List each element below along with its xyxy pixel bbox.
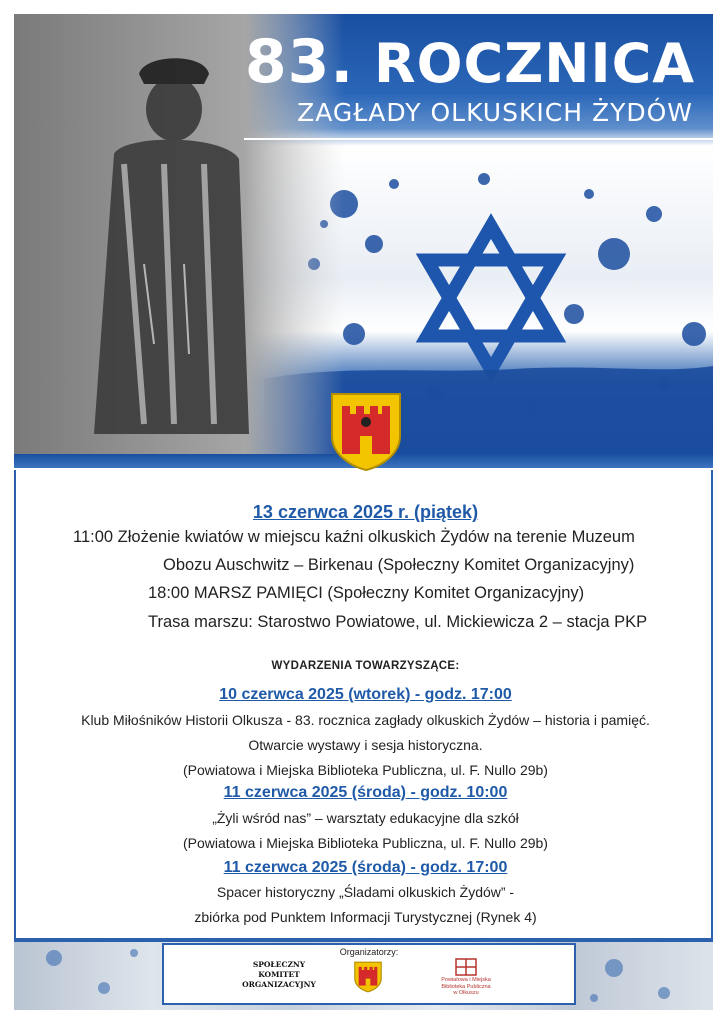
title-underline (244, 138, 713, 140)
library-line-3: w Olkuszu (453, 990, 479, 996)
event-2-date: 11 czerwca 2025 (środa) - godz. 10:00 (223, 784, 508, 801)
committee-line-2: KOMITET (258, 970, 300, 979)
event-2-line-2: (Powiatowa i Miejska Biblioteka Publiczna, ul. F. Nullo 29b) (183, 835, 548, 851)
olkusz-crest-icon (330, 392, 402, 472)
event-3-date: 11 czerwca 2025 (środa) - godz. 17:00 (223, 859, 508, 876)
main-event-line-3: 18:00 MARSZ PAMIĘCI (Społeczny Komitet Organizacyjny) (148, 584, 585, 602)
main-event-line-1: 11:00 Złożenie kwiatów w miejscu kaźni olkuskich Żydów na terenie Muzeum (73, 528, 635, 546)
hero-banner (14, 14, 713, 454)
event-2-line-1: „Żyli wśród nas” – warsztaty edukacyjne dla szkół (212, 810, 519, 826)
event-3-line-1: Spacer historyczny „Śladami olkuskich Żydów” - (216, 884, 515, 900)
title-subtitle: ZAGŁADY OLKUSKICH ŻYDÓW (297, 98, 693, 127)
library-line-1: Powiatowa i Miejska (441, 977, 491, 983)
event-1-line-1: Klub Miłośników Historii Olkusza - 83. rocznica zagłady olkuskich Żydów – historia i pamięć. (81, 712, 650, 728)
event-1-line-2: Otwarcie wystawy i sesja historyczna. (248, 737, 483, 753)
program-section (14, 470, 713, 938)
library-line-2: Biblioteka Publiczna (441, 983, 491, 990)
main-event-date: 13 czerwca 2025 r. (piątek) (252, 502, 479, 522)
main-event-line-2: Obozu Auschwitz – Birkenau (Społeczny Komitet Organizacyjny) (163, 556, 635, 574)
event-3-line-2: zbiórka pod Punktem Informacji Turystycznej (Rynek 4) (194, 909, 537, 925)
main-event-line-4: Trasa marszu: Starostwo Powiatowe, ul. Mickiewicza 2 – stacja PKP (148, 613, 648, 631)
organizers-label: Organizatorzy: (339, 947, 399, 957)
title-anniversary (244, 27, 695, 97)
title-number: 83. (244, 27, 355, 97)
library-name (426, 977, 506, 997)
olkusz-crest-small-icon (354, 961, 382, 993)
event-1-line-3: (Powiatowa i Miejska Biblioteka Publiczna, ul. F. Nullo 29b) (183, 762, 548, 778)
committee-logo (234, 960, 324, 990)
side-events-heading: WYDARZENIA TOWARZYSZĄCE: (271, 660, 460, 672)
committee-line-1: SPOŁECZNY (252, 960, 306, 969)
footer-band (14, 938, 713, 1010)
poster (14, 14, 713, 1010)
committee-line-3: ORGANIZACYJNY (242, 980, 316, 989)
organizers-box (162, 943, 576, 1005)
event-1-date: 10 czerwca 2025 (wtorek) - godz. 17:00 (219, 686, 512, 703)
title-word: ROCZNICA (374, 32, 695, 95)
